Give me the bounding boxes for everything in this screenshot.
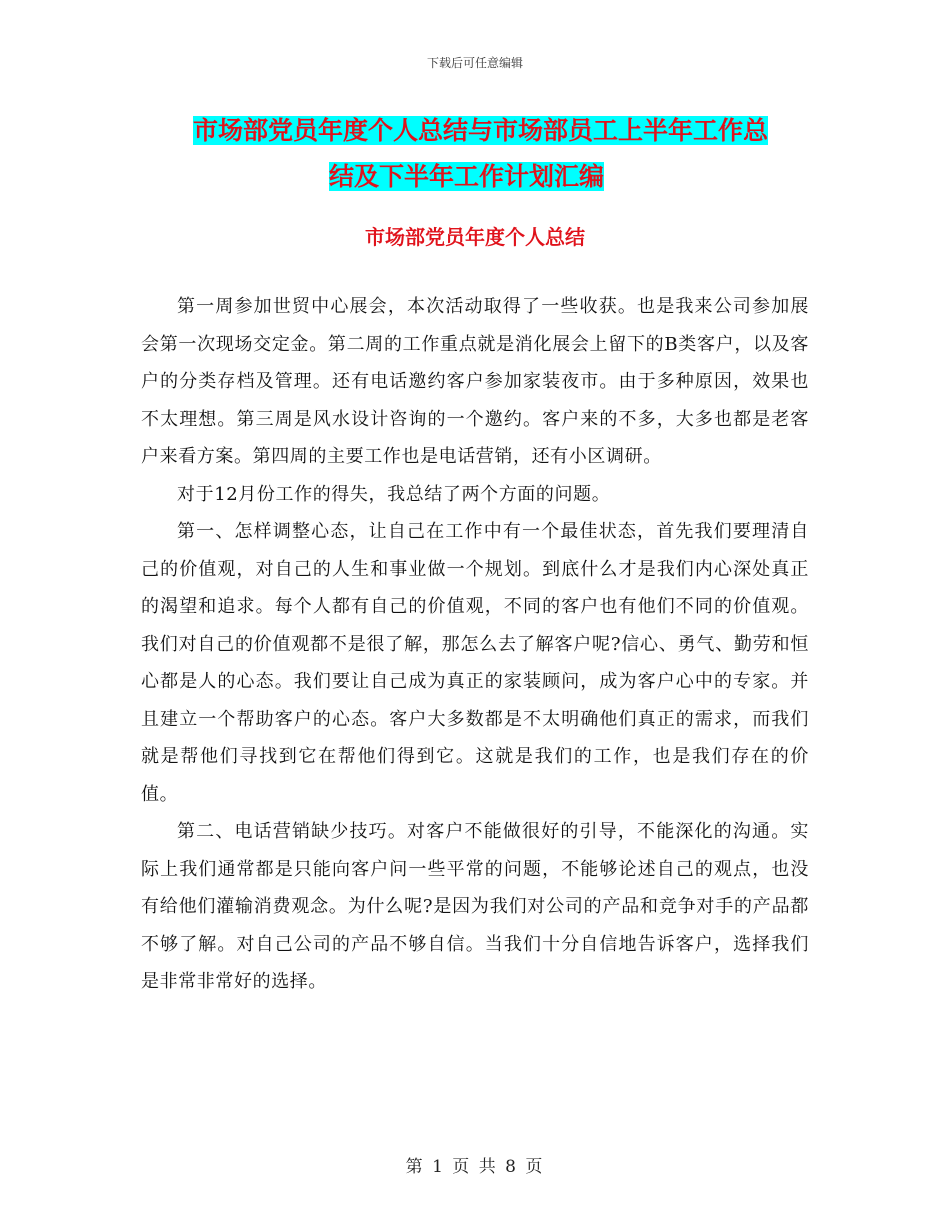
header-note: 下载后可任意编辑	[426, 56, 523, 70]
document-body	[141, 288, 809, 1001]
title-line-1-text: 市场部党员年度个人总结与市场部员工上半年工作总	[193, 116, 769, 145]
title-line-1	[150, 108, 850, 154]
document-title	[150, 108, 850, 200]
title-line-2-text: 结及下半年工作计划汇编	[329, 162, 605, 191]
section-title: 市场部党员年度个人总结	[365, 225, 585, 249]
paragraph: 第二、电话营销缺少技巧。对客户不能做很好的引导，不能深化的沟通。实际上我们通常都是只能向客户问一些平常的问题，不能够论述自己的观点，也没有给他们灌输消费观念。为什么呢?是因为我们对公司的产品和竞争对手的产品都不够了解。对自己公司的产品不够自信。当我们十分自信地告诉客户，选择我们是非常非常好的选择。	[141, 821, 809, 992]
page-footer: 第 1 页 共 8 页	[405, 1157, 545, 1177]
title-line-2	[150, 154, 850, 200]
paragraph: 第一周参加世贸中心展会，本次活动取得了一些收获。也是我来公司参加展会第一次现场交定金。第二周的工作重点就是消化展会上留下的B类客户，以及客户的分类存档及管理。还有电话邀约客户参加家装夜市。由于多种原因，效果也不太理想。第三周是风水设计咨询的一个邀约。客户来的不多，大多也都是老客户来看方案。第四周的主要工作也是电话营销，还有小区调研。	[141, 296, 809, 467]
paragraph: 第一、怎样调整心态，让自己在工作中有一个最佳状态，首先我们要理清自己的价值观，对自己的人生和事业做一个规划。到底什么才是我们内心深处真正的渴望和追求。每个人都有自己的价值观，不同的客户也有他们不同的价值观。我们对自己的价值观都不是很了解，那怎么去了解客户呢?信心、勇气、勤劳和恒心都是人的心态。我们要让自己成为真正的家装顾问，成为客户心中的专家。并且建立一个帮助客户的心态。客户大多数都是不太明确他们真正的需求，而我们就是帮他们寻找到它在帮他们得到它。这就是我们的工作，也是我们存在的价值。	[141, 521, 809, 805]
paragraph: 对于12月份工作的得失，我总结了两个方面的问题。	[177, 483, 611, 505]
